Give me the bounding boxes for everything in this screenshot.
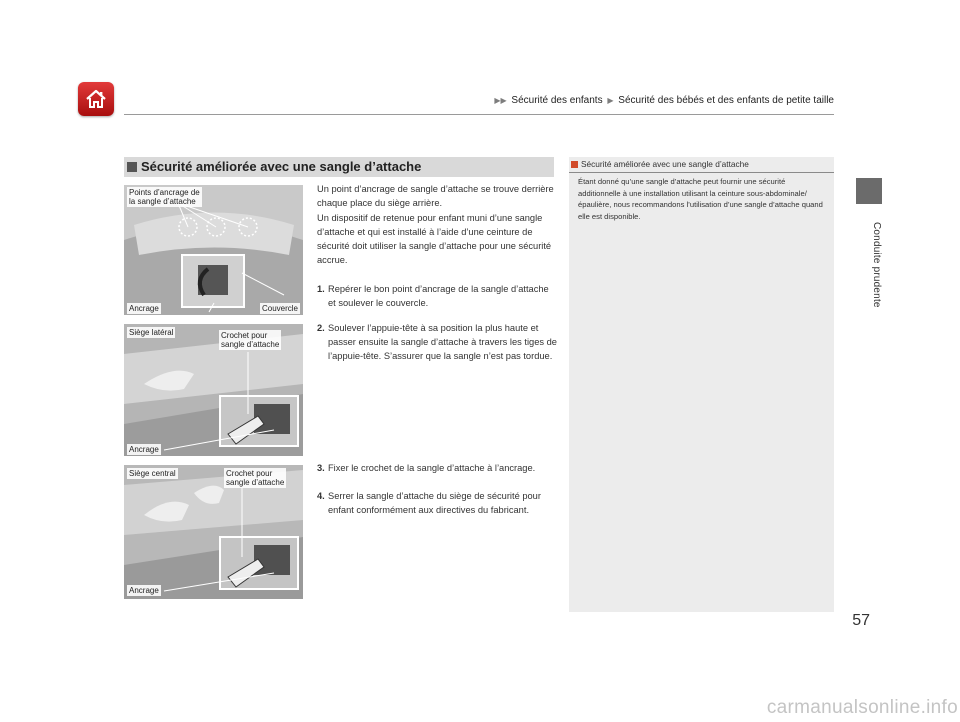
step-4 [317, 489, 557, 517]
side-note-header [569, 159, 834, 173]
chapter-tab[interactable] [856, 178, 882, 204]
chapter-tab-label: Conduite prudente [871, 222, 882, 308]
figure-center-seat [124, 465, 303, 599]
step-2 [317, 321, 557, 363]
breadcrumb-item-infant-safety[interactable]: Sécurité des bébés et des enfants de petite taille [618, 95, 834, 106]
figure-label-tether-hook: Crochet pour sangle d’attache [221, 331, 280, 349]
chevron-right-icon: ▶▶ [494, 96, 507, 105]
page-number: 57 [852, 612, 870, 629]
figure-anchor-points [124, 185, 303, 315]
side-note-text: Étant donné qu’une sangle d’attache peut fournir une sécurité additionnelle à une installation utilisant la ceinture sous-abdominale/épaulière, nous recommandons l’utilisation d’une sangle d’attache quand elle est disponible. [578, 177, 823, 221]
figure-label-anchor: Ancrage [129, 304, 159, 313]
step-1 [317, 282, 557, 310]
step-text: Serrer la sangle d’attache du siège de sécurité pour enfant conformément aux directives du fabricant. [328, 491, 541, 515]
figure-label-anchor-points: Points d’ancrage de la sangle d’attache [129, 188, 200, 206]
breadcrumb [492, 95, 834, 106]
figure-label-anchor: Ancrage [129, 586, 159, 595]
step-number: 1. [317, 284, 325, 294]
square-bullet-icon [127, 162, 137, 172]
step-text: Soulever l’appuie-tête à sa position la plus haute et passer ensuite la sangle d’attache à travers les tiges de l’appuie-tête. S’assurer que la sangle n’est pas tordue. [328, 323, 557, 361]
side-note [569, 157, 834, 612]
header-rule [124, 114, 834, 115]
chevron-right-icon: ▶ [607, 96, 614, 105]
figure-label-cover: Couvercle [261, 304, 298, 313]
figure-label-tether-hook: Crochet pour sangle d’attache [226, 469, 285, 487]
section-title: Sécurité améliorée avec une sangle d’attache [141, 159, 422, 174]
watermark: carmanualsonline.info [766, 697, 958, 718]
figure-side-seat [124, 324, 303, 456]
figure-label-anchor: Ancrage [129, 445, 159, 454]
step-text: Repérer le bon point d’ancrage de la sangle d’attache et soulever le couvercle. [328, 284, 549, 308]
figure-label-side-seat: Siège latéral [129, 328, 174, 337]
step-number: 3. [317, 463, 325, 473]
step-text: Fixer le crochet de la sangle d’attache à l’ancrage. [328, 463, 536, 473]
step-number: 2. [317, 323, 325, 333]
breadcrumb-item-child-safety[interactable]: Sécurité des enfants [511, 95, 603, 106]
step-3 [317, 461, 557, 475]
note-icon [571, 161, 578, 168]
section-header [124, 157, 554, 177]
home-icon [84, 87, 108, 111]
figure-label-center-seat: Siège central [129, 469, 176, 478]
home-button[interactable] [78, 82, 114, 116]
intro-paragraph-2: Un dispositif de retenue pour enfant muni d’une sangle d’attache et qui est installé à l’aide d’une ceinture de sécurité doit utiliser la sangle d’attache pour une sécurité accrue. [317, 213, 552, 265]
intro-paragraph-1: Un point d’ancrage de sangle d’attache se trouve derrière chaque place du siège arrière. [317, 184, 554, 208]
step-number: 4. [317, 491, 325, 501]
side-note-title: Sécurité améliorée avec une sangle d’attache [581, 159, 749, 169]
